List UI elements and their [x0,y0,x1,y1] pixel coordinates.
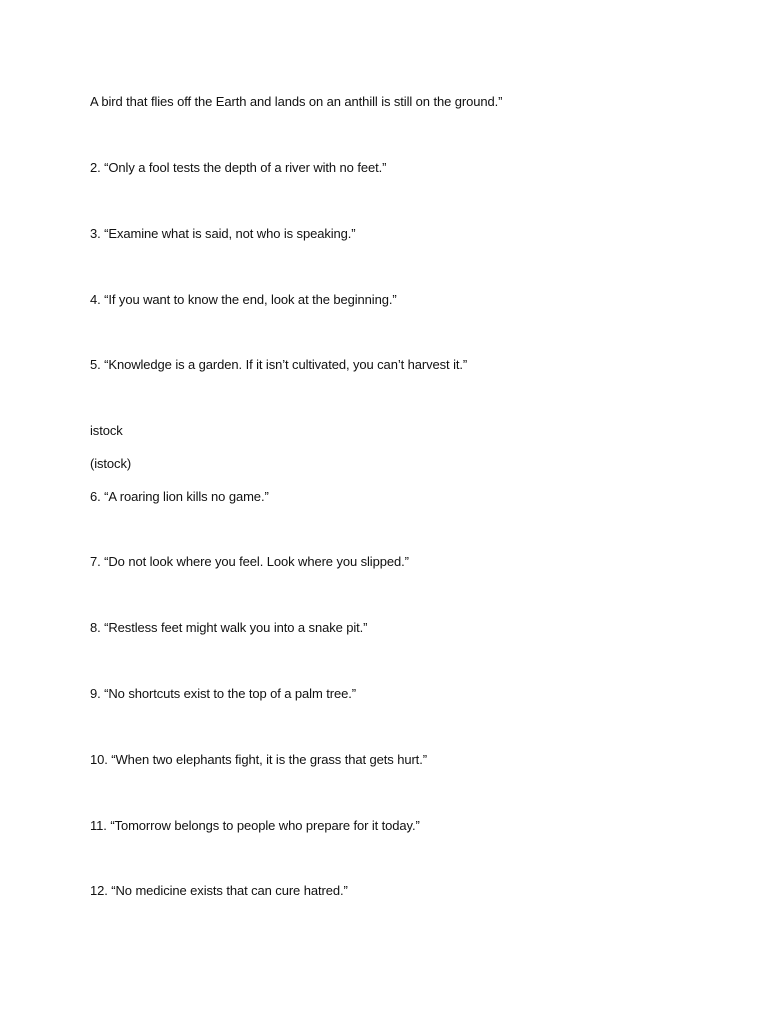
image-caption-credit: (istock) [90,456,132,471]
proverb-12-line: 12. “No medicine exists that can cure hatred.” [90,883,348,898]
proverb-4-line: 4. “If you want to know the end, look at the beginning.” [90,292,397,307]
proverb-9-line: 9. “No shortcuts exist to the top of a palm tree.” [90,686,356,701]
proverb-3-line: 3. “Examine what is said, not who is speaking.” [90,226,356,241]
proverb-6-line: 6. “A roaring lion kills no game.” [90,489,269,504]
image-caption-source: istock [90,423,123,438]
proverb-1-line: A bird that flies off the Earth and lands on an anthill is still on the ground.” [90,94,503,109]
proverb-7-line: 7. “Do not look where you feel. Look where you slipped.” [90,554,409,569]
proverb-5-line: 5. “Knowledge is a garden. If it isn’t cultivated, you can’t harvest it.” [90,357,468,372]
proverb-8-line: 8. “Restless feet might walk you into a snake pit.” [90,620,368,635]
proverb-10-line: 10. “When two elephants fight, it is the grass that gets hurt.” [90,752,427,767]
proverb-2-line: 2. “Only a fool tests the depth of a river with no feet.” [90,160,387,175]
proverb-11-line: 11. “Tomorrow belongs to people who prepare for it today.” [90,818,420,833]
